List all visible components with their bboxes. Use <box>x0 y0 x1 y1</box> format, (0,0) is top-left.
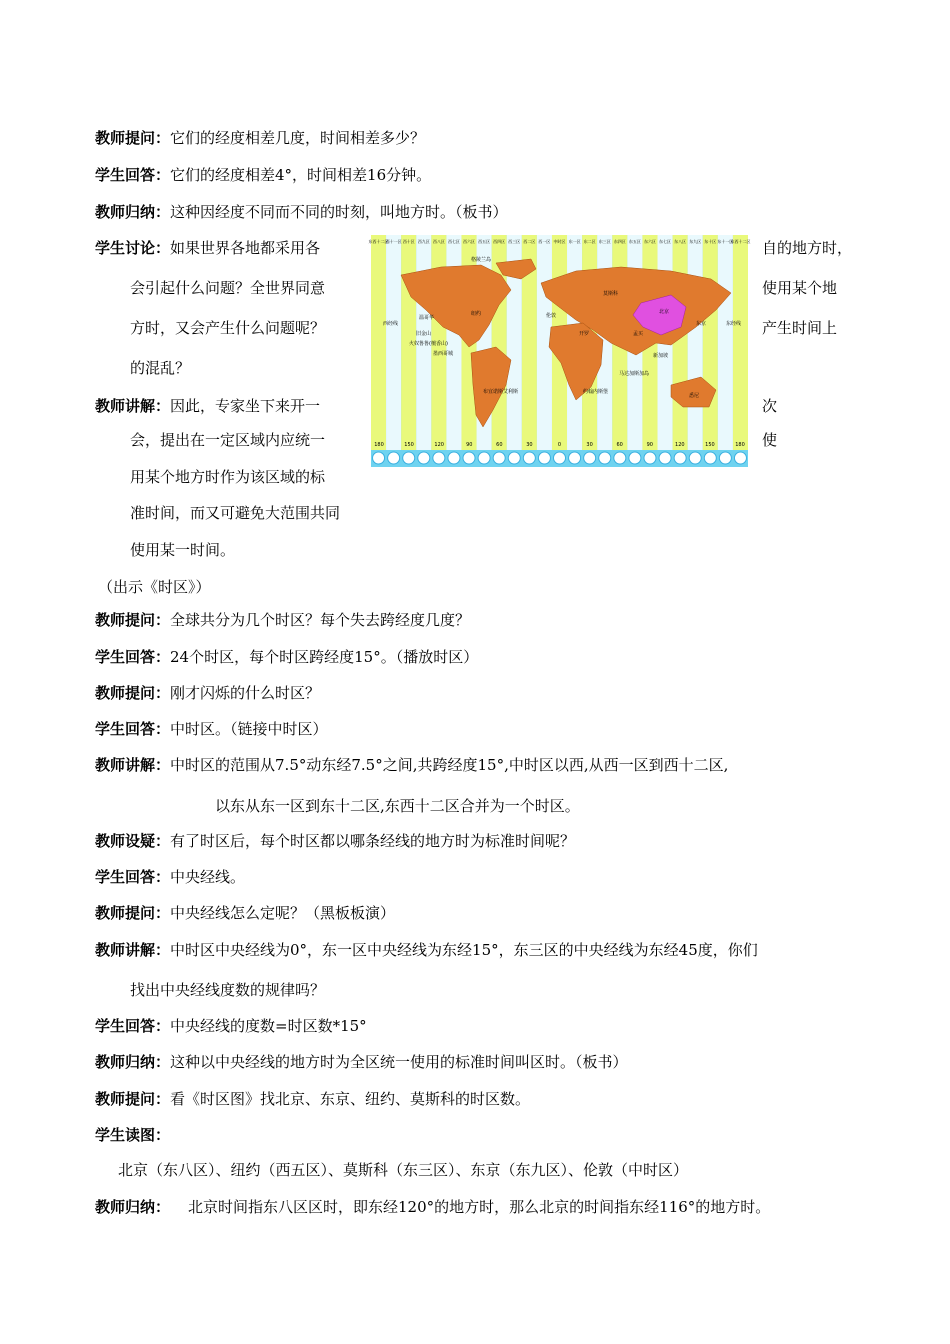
explain1-line-2: 会，提出在一定区域内应统一 <box>130 431 326 449</box>
place-label: 格陵兰岛 <box>471 257 492 263</box>
zone-label: 西五区 <box>478 239 491 244</box>
discuss-line-1 <box>95 238 320 258</box>
zone-clock-icon <box>644 452 656 464</box>
dialog-text: 北京时间指东八区区时，即东经120°的地方时，那么北京的时间指东经116°的地方时。 <box>188 1198 771 1216</box>
speaker-label: 教师提问： <box>95 904 171 922</box>
zone-clock-icon <box>478 452 490 464</box>
time-zone-band <box>733 235 748 450</box>
longitude-tick: 60 <box>496 442 503 448</box>
zone-label: 西二区 <box>523 239 536 244</box>
speaker-label: 教师提问： <box>95 129 171 147</box>
speaker-label: 学生回答： <box>95 648 171 666</box>
dialog-text: 全球共分为几个时区？每个失去跨经度几度？ <box>170 611 471 629</box>
zone-label: 东一区 <box>568 239 581 244</box>
speaker-label: 教师讲解： <box>95 756 171 774</box>
dialog-text: 有了时区后，每个时区都以哪条经线的地方时为标准时间呢？ <box>170 832 576 850</box>
discuss-line-2: 会引起什么问题？全世界同意 <box>130 279 326 297</box>
speaker-label: 教师讲解： <box>95 397 171 415</box>
longitude-tick: 120 <box>675 442 685 448</box>
zone-label: 东二区 <box>583 239 596 244</box>
zone-label: 东六区 <box>643 239 656 244</box>
zone-label: 东七区 <box>659 239 672 244</box>
zone-clock-icon <box>463 452 475 464</box>
speaker-label: 学生回答： <box>95 720 171 738</box>
place-label: 开罗 <box>579 331 590 337</box>
explain2-cont: 以东从东一区到东十二区,东西十二区合并为一个时区。 <box>215 797 580 815</box>
zone-label: 西八区 <box>432 239 445 244</box>
discuss-line-3: 方时，又会产生什么问题呢？ <box>130 319 326 337</box>
place-label: 布宜诺斯艾利斯 <box>483 389 519 395</box>
zone-label: 西十一区 <box>385 239 402 244</box>
speaker-label: 教师归纳： <box>95 203 171 221</box>
discuss-right-3: 产生时间上 <box>762 319 838 337</box>
longitude-tick: 60 <box>616 442 623 448</box>
zone-clock-icon <box>704 452 716 464</box>
dialog-text: 它们的经度相差4°，时间相差16分钟。 <box>170 166 432 184</box>
zone-label: 西六区 <box>463 239 476 244</box>
dialog-text: 看《时区图》找北京、东京、纽约、莫斯科的时区数。 <box>170 1090 531 1108</box>
place-label: 东京 <box>696 321 707 327</box>
zone-clock-icon <box>493 452 505 464</box>
dialog-line-8 <box>95 755 728 775</box>
longitude-tick: 30 <box>586 442 593 448</box>
dialog-text: 这种以中央经线的地方时为全区统一使用的标准时间叫区时。（板书） <box>170 1053 628 1071</box>
place-label: 火奴鲁鲁(檀香山) <box>409 341 448 347</box>
zone-clock-icon <box>508 452 520 464</box>
speaker-label: 教师提问： <box>95 1090 171 1108</box>
dialog-text: 中央经线的度数=时区数*15° <box>170 1017 367 1035</box>
dialog-line-11 <box>95 903 395 923</box>
zone-clock-icon <box>418 452 430 464</box>
zone-label: 东九区 <box>689 239 702 244</box>
dialog-line-4 <box>95 610 470 630</box>
zone-label: 东十区 <box>704 239 717 244</box>
zone-clock-icon <box>584 452 596 464</box>
zone-clock-icon <box>433 452 445 464</box>
zone-clock-icon <box>554 452 566 464</box>
dialog-line-3 <box>95 202 508 222</box>
speaker-label: 学生讨论： <box>95 239 171 257</box>
time-zone-band <box>688 235 703 450</box>
longitude-tick: 30 <box>526 442 533 448</box>
zone-label: 东十一区 <box>717 239 734 244</box>
zone-label: 东西十二区 <box>368 239 389 244</box>
explain3-cont: 找出中央经线度数的规律吗？ <box>130 981 326 999</box>
zone-clock-icon <box>599 452 611 464</box>
zone-clock-icon <box>734 452 746 464</box>
zone-label: 东八区 <box>674 239 687 244</box>
time-zone-band <box>703 235 718 450</box>
zone-clock-icon <box>614 452 626 464</box>
zone-label: 西九区 <box>417 239 430 244</box>
dialog-text: 它们的经度相差几度，时间相差多少？ <box>170 129 426 147</box>
place-label: 伦敦 <box>546 313 557 319</box>
longitude-tick: 120 <box>434 442 444 448</box>
place-label: 北京 <box>659 309 670 315</box>
read-map-answer: 北京（东八区）、纽约（西五区）、莫斯科（东三区）、东京（东九区）、伦敦（中时区） <box>118 1161 689 1179</box>
dialog-line-15 <box>95 1089 530 1109</box>
zone-clock-icon <box>448 452 460 464</box>
explain1-right-1: 次 <box>762 397 778 415</box>
zone-label: 东西十二区 <box>730 239 751 244</box>
zone-clock-icon <box>659 452 671 464</box>
zone-clock-icon <box>569 452 581 464</box>
speaker-label: 学生回答： <box>95 1017 171 1035</box>
time-zone-band <box>718 235 733 450</box>
time-zone-map <box>368 235 751 467</box>
place-label: 西经线 <box>383 321 399 327</box>
dialog-line-6 <box>95 683 320 703</box>
zone-label: 中时区 <box>553 239 566 244</box>
explain1-right-2: 使 <box>762 431 778 449</box>
time-zone-band <box>371 235 386 450</box>
longitude-tick: 180 <box>374 442 384 448</box>
dialog-line-14 <box>95 1052 628 1072</box>
dialog-text: 如果世界各地都采用各 <box>170 239 321 257</box>
zone-label: 西十区 <box>402 239 415 244</box>
place-label: 新加坡 <box>653 353 669 359</box>
zone-label: 东五区 <box>628 239 641 244</box>
zone-clock-icon <box>538 452 550 464</box>
zone-clock-icon <box>388 452 400 464</box>
dialog-text: 中时区。（链接中时区） <box>170 720 328 738</box>
discuss-right-2: 使用某个地 <box>762 279 838 297</box>
place-label: 莫斯科 <box>603 291 619 297</box>
speaker-label: 学生读图： <box>95 1126 171 1144</box>
zone-clock-icon <box>674 452 686 464</box>
place-label: 纽约 <box>471 311 482 317</box>
place-label: 悉尼 <box>689 393 700 399</box>
dialog-text: 中央经线怎么定呢？（黑板板演） <box>170 904 396 922</box>
dialog-line-1 <box>95 128 425 148</box>
discuss-line-4: 的混乱？ <box>130 359 191 377</box>
dialog-text: 中时区的范围从7.5°动东经7.5°之间,共跨经度15°,中时区以西,从西一区到西十二区, <box>170 756 729 774</box>
time-zone-band <box>386 235 401 450</box>
place-label: 孟买 <box>633 331 644 337</box>
zone-label: 东三区 <box>598 239 611 244</box>
dialog-text: 中时区中央经线为0°，东一区中央经线为东经15°，东三区的中央经线为东经45度，你们 <box>170 941 758 959</box>
dialog-line-7 <box>95 719 328 739</box>
show-note: （出示《时区》） <box>98 578 211 596</box>
place-label: 温哥华 <box>419 315 435 321</box>
explain1-line-4: 准时间，而又可避免大范围共同 <box>130 504 341 522</box>
place-label: 约翰内斯堡 <box>583 389 609 395</box>
speaker-label: 教师设疑： <box>95 832 171 850</box>
speaker-label: 教师提问： <box>95 611 171 629</box>
longitude-tick: 150 <box>404 442 414 448</box>
speaker-label: 教师讲解： <box>95 941 171 959</box>
speaker-label: 学生回答： <box>95 868 171 886</box>
speaker-label: 教师提问： <box>95 684 171 702</box>
dialog-line-9 <box>95 831 575 851</box>
zone-clock-icon <box>719 452 731 464</box>
dialog-line-2 <box>95 165 431 185</box>
place-label: 旧金山 <box>416 331 432 337</box>
longitude-tick: 180 <box>735 442 745 448</box>
explain1-line-5: 使用某一时间。 <box>130 541 236 559</box>
place-label: 墨西哥城 <box>433 351 454 357</box>
final-line <box>95 1197 770 1217</box>
dialog-text: 这种因经度不同而不同的时刻，叫地方时。（板书） <box>170 203 508 221</box>
dialog-line-16 <box>95 1125 170 1145</box>
dialog-line-12 <box>95 940 758 960</box>
zone-clock-icon <box>373 452 385 464</box>
longitude-tick: 90 <box>646 442 653 448</box>
explain1-line-3: 用某个地方时作为该区域的标 <box>130 468 326 486</box>
dialog-line-5 <box>95 647 478 667</box>
longitude-tick: 90 <box>466 442 473 448</box>
zone-clock-icon <box>629 452 641 464</box>
explain1-line-1 <box>95 396 320 416</box>
zone-label: 西一区 <box>538 239 551 244</box>
speaker-label: 教师归纳： <box>95 1053 171 1071</box>
zone-clock-icon <box>689 452 701 464</box>
discuss-right-1: 自的地方时， <box>762 239 853 257</box>
place-label: 马达加斯加岛 <box>619 371 650 377</box>
dialog-line-13 <box>95 1016 367 1036</box>
speaker-label: 教师归纳： <box>95 1198 171 1216</box>
zone-clock-icon <box>523 452 535 464</box>
speaker-label: 学生回答： <box>95 166 171 184</box>
zone-label: 西三区 <box>508 239 521 244</box>
zone-label: 西七区 <box>447 239 460 244</box>
dialog-text: 刚才闪烁的什么时区？ <box>170 684 321 702</box>
zone-label: 西四区 <box>493 239 506 244</box>
zone-clock-icon <box>403 452 415 464</box>
longitude-tick: 0 <box>557 442 562 448</box>
place-label: 东经线 <box>726 321 742 327</box>
dialog-line-10 <box>95 867 245 887</box>
zone-label: 东四区 <box>613 239 626 244</box>
longitude-tick: 150 <box>705 442 715 448</box>
dialog-text: 因此，专家坐下来开一 <box>170 397 321 415</box>
dialog-text: 中央经线。 <box>170 868 246 886</box>
dialog-text: 24个时区，每个时区跨经度15°。（播放时区） <box>170 648 479 666</box>
